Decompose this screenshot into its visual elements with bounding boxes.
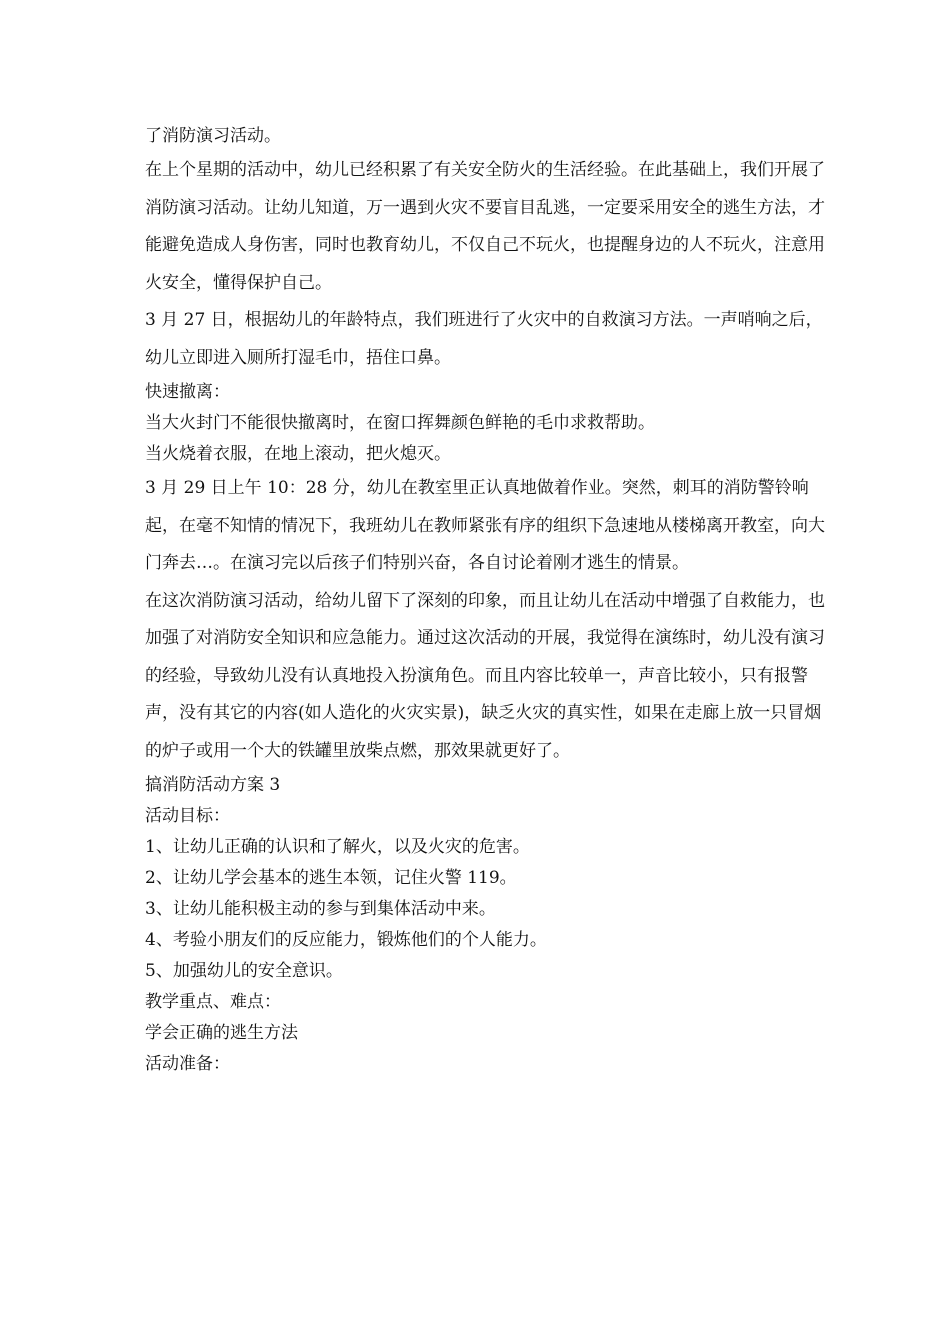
paragraph: 在上个星期的活动中，幼儿已经积累了有关安全防火的生活经验。在此基础上，我们开展了消防演习活动。让幼儿知道，万一遇到火灾不要盲目乱逃，一定要采用安全的逃生方法，才能避免造成人身伤害，同时也教育幼儿，不仅自己不玩火，也提醒身边的人不玩火，注意用火安全，懂得保护自己。 [145, 160, 825, 293]
paragraph: 3 月 29 日上午 10：28 分，幼儿在教室里正认真地做着作业。突然，刺耳的消防警铃响起，在毫不知情的情况下，我班幼儿在教师紧张有序的组织下急速地从楼梯离开教室，向大门奔去…。在演习完以后孩子们特别兴奋，各自讨论着刚才逃生的情景。 [145, 478, 825, 573]
paragraph: 了消防演习活动。 [145, 126, 281, 146]
list-item: 5、加强幼儿的安全意识。 [145, 961, 343, 981]
paragraph: 快速撤离： [145, 382, 230, 402]
paragraph: 当大火封门不能很快撤离时，在窗口挥舞颜色鲜艳的毛巾求救帮助。 [145, 413, 655, 433]
paragraph: 活动准备： [145, 1054, 230, 1074]
list-item: 1、让幼儿正确的认识和了解火，以及火灾的危害。 [145, 837, 530, 857]
list-item: 2、让幼儿学会基本的逃生本领，记住火警 119。 [145, 868, 517, 888]
list-item: 4、考验小朋友们的反应能力，锻炼他们的个人能力。 [145, 930, 547, 950]
list-item: 3、让幼儿能积极主动的参与到集体活动中来。 [145, 899, 496, 919]
paragraph: 学会正确的逃生方法 [145, 1023, 298, 1043]
paragraph: 在这次消防演习活动，给幼儿留下了深刻的印象，而且让幼儿在活动中增强了自救能力，也加强了对消防安全知识和应急能力。通过这次活动的开展，我觉得在演练时，幼儿没有演习的经验，导致幼儿没有认真地投入扮演角色。而且内容比较单一，声音比较小，只有报警声，没有其它的内容(如人造化的火灾实景)，缺乏火灾的真实性，如果在走廊上放一只冒烟的炉子或用一个大的铁罐里放柴点燃，那效果就更好了。 [145, 590, 825, 761]
section-heading: 搞消防活动方案 3 [145, 775, 281, 795]
paragraph: 当火烧着衣服，在地上滚动，把火熄灭。 [145, 444, 451, 464]
paragraph: 3 月 27 日，根据幼儿的年龄特点，我们班进行了火灾中的自救演习方法。一声哨响之后，幼儿立即进入厕所打湿毛巾，捂住口鼻。 [145, 310, 823, 368]
document-page [145, 121, 835, 1080]
paragraph: 教学重点、难点： [145, 992, 281, 1012]
paragraph: 活动目标： [145, 806, 230, 826]
